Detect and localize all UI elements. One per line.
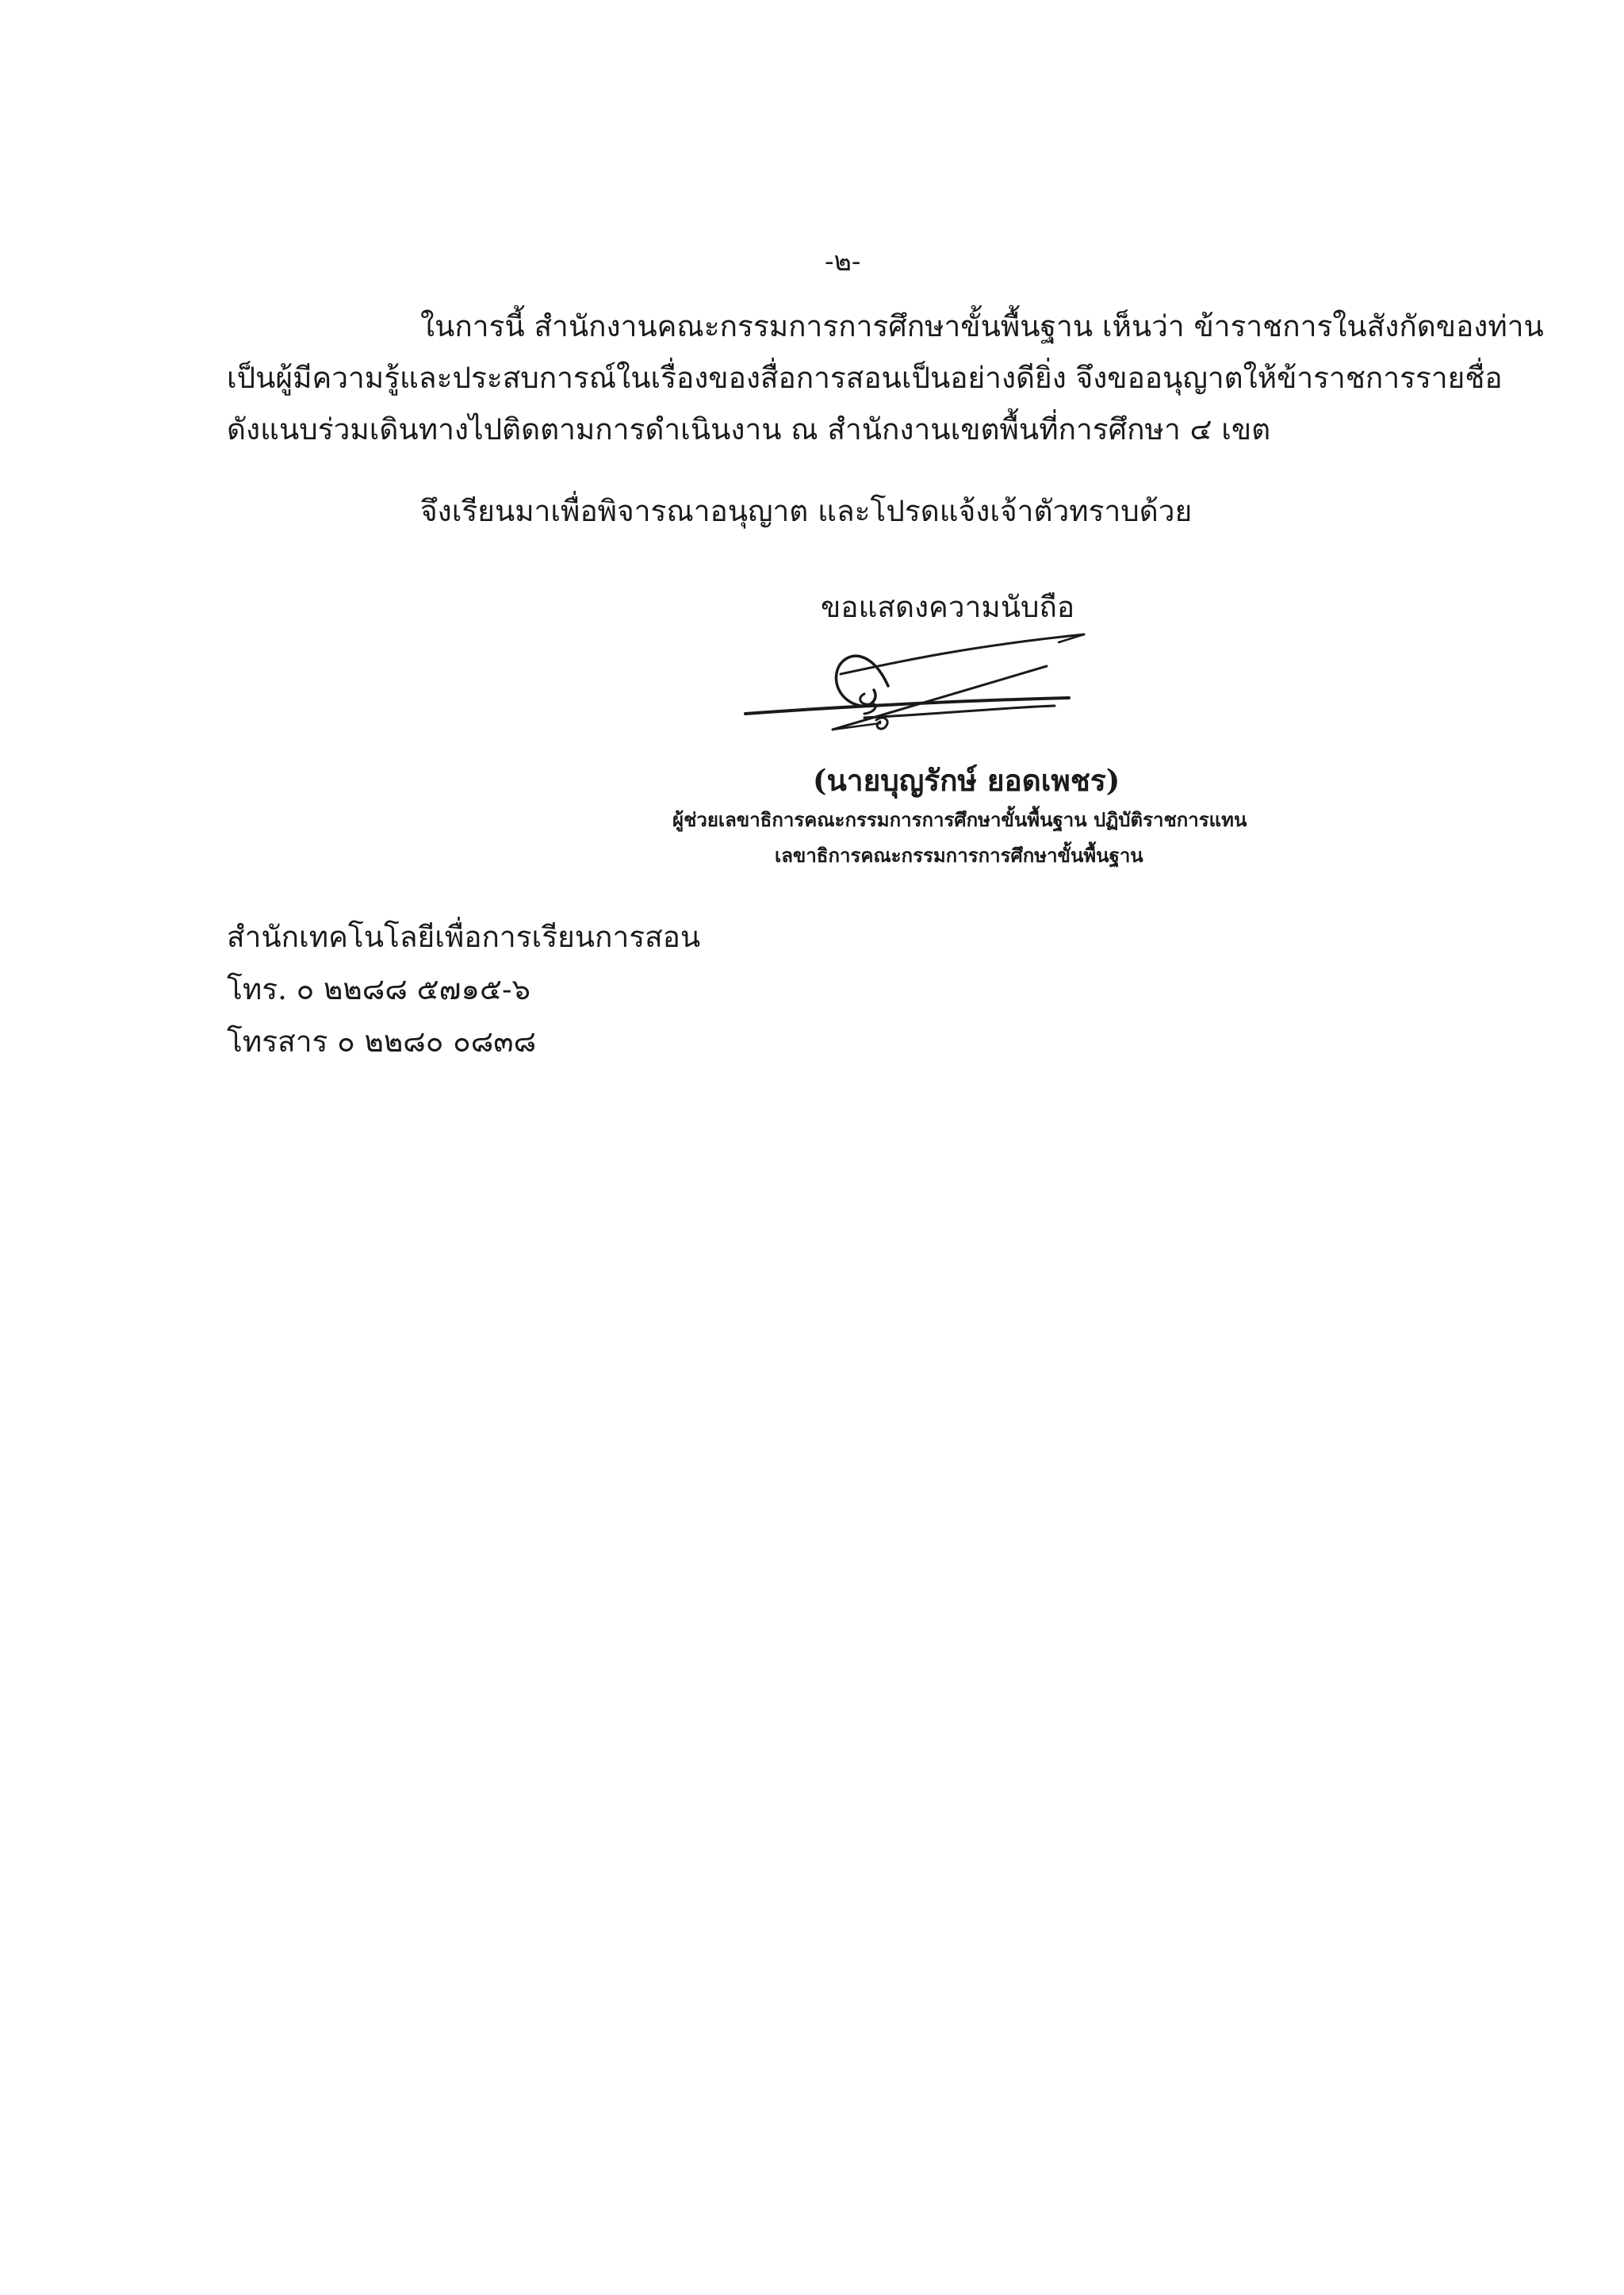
body-paragraph-line-1: ในการนี้ สำนักงานคณะกรรมการการศึกษาขั้นพื้นฐาน เห็นว่า ข้าราชการในสังกัดของท่าน (420, 309, 1544, 343)
signer-name: (นายบุญรักษ์ ยอดเพชร) (813, 763, 1120, 798)
signer-position-line-2: เลขาธิการคณะกรรมการการศึกษาขั้นพื้นฐาน (775, 844, 1143, 867)
body-paragraph-line-2: เป็นผู้มีความรู้และประสบการณ์ในเรื่องของสื่อการสอนเป็นอย่างดียิ่ง จึงขออนุญาตให้ข้าราชการรายชื่อ (227, 361, 1503, 395)
office-fax: โทรสาร ๐ ๒๒๘๐ ๐๘๓๘ (227, 1025, 537, 1059)
office-phone: โทร. ๐ ๒๒๘๘ ๕๗๑๕-๖ (227, 972, 530, 1006)
complimentary-close: ขอแสดงความนับถือ (821, 590, 1075, 624)
signer-position-line-1: ผู้ช่วยเลขาธิการคณะกรรมการการศึกษาขั้นพื้นฐาน ปฏิบัติราชการแทน (672, 808, 1247, 831)
handwritten-signature (737, 619, 1094, 745)
page-number: -๒- (825, 246, 861, 278)
closing-request: จึงเรียนมาเพื่อพิจารณาอนุญาต และโปรดแจ้งเจ้าตัวทราบด้วย (420, 494, 1193, 528)
body-paragraph-line-3: ดังแนบร่วมเดินทางไปติดตามการดำเนินงาน ณ สำนักงานเขตพื้นที่การศึกษา ๔ เขต (227, 412, 1271, 446)
office-name: สำนักเทคโนโลยีเพื่อการเรียนการสอน (227, 920, 701, 954)
